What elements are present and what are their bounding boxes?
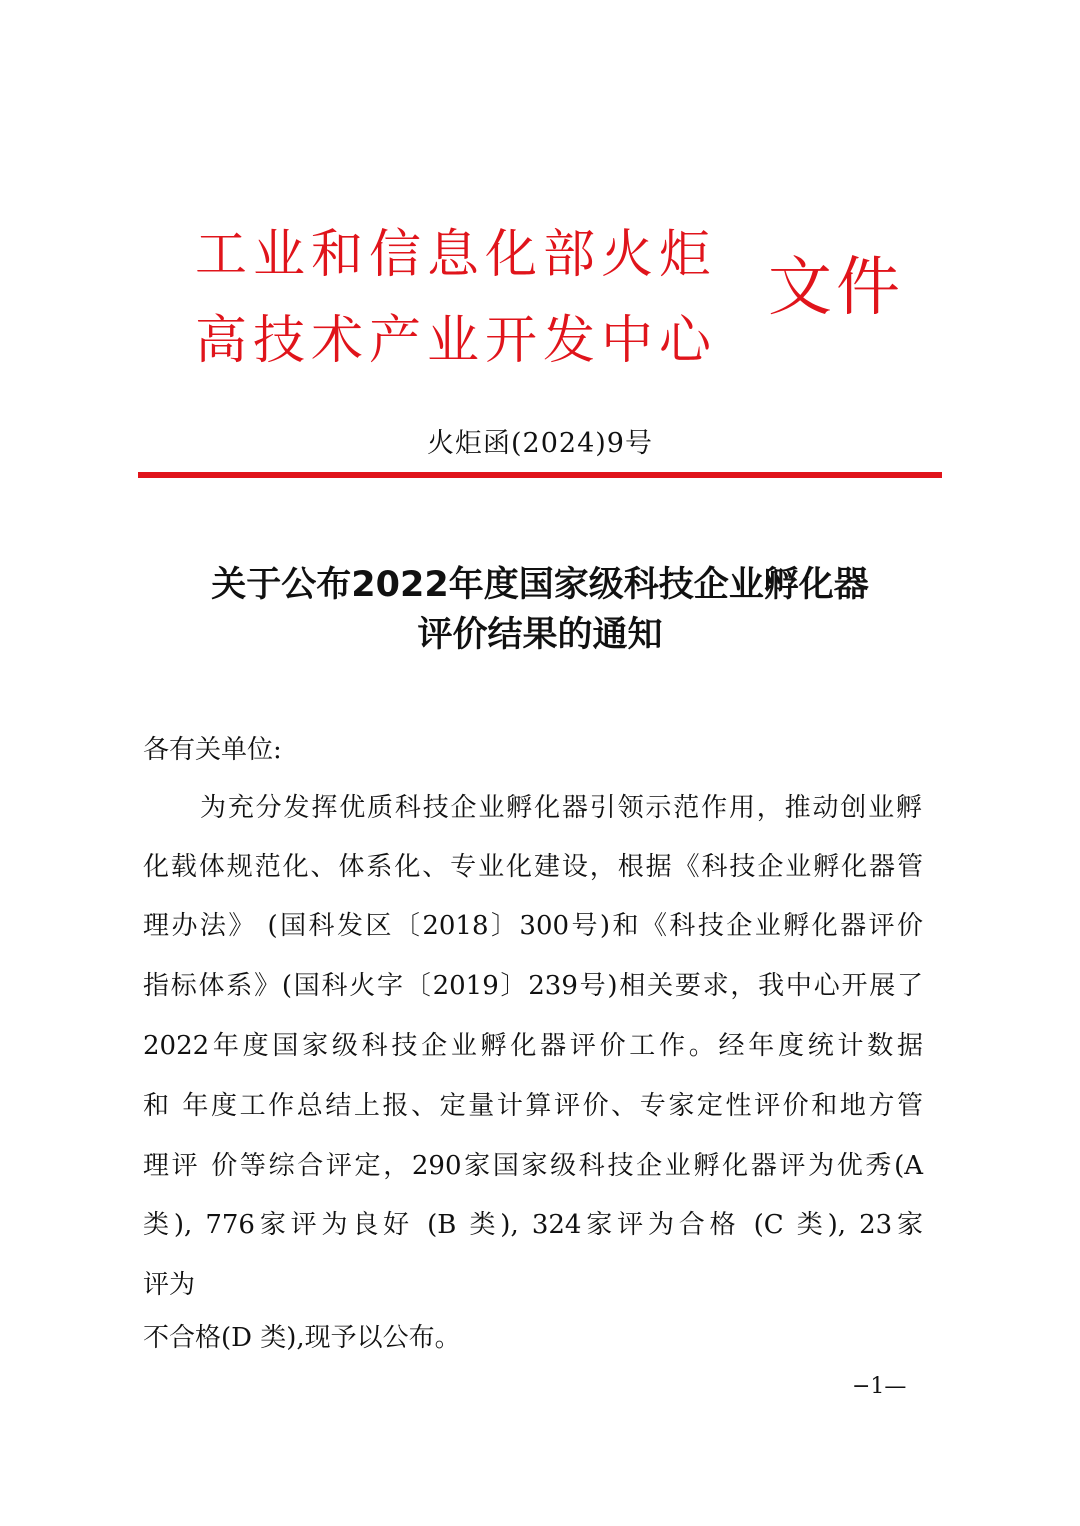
body-line: 指标体系》(国科火字〔2019〕239号)相关要求，我中心开展了 <box>143 971 923 1001</box>
page-number: −1— <box>852 1374 907 1399</box>
red-divider-rule <box>138 472 942 478</box>
issuing-organization-line-1: 工业和信息化部火炬 <box>195 225 718 285</box>
body-line: 化载体规范化、体系化、专业化建设，根据《科技企业孵化器管 <box>143 852 923 882</box>
document-type-label: 文件 <box>768 251 904 325</box>
body-line: 类), 776家评为良好 (B 类), 324家评为合格 (C 类), 23家 <box>143 1210 923 1240</box>
document-number: 火炬函(2024)9号 <box>427 428 653 459</box>
notice-title-line-2: 评价结果的通知 <box>417 615 663 655</box>
issuing-organization-line-2: 高技术产业开发中心 <box>195 311 718 371</box>
body-line: 2022年度国家级科技企业孵化器评价工作。经年度统计数据 <box>143 1031 923 1061</box>
body-line: 和 年度工作总结上报、定量计算评价、专家定性评价和地方管 <box>143 1091 923 1121</box>
body-line: 理评 价等综合评定，290家国家级科技企业孵化器评为优秀(A <box>143 1151 923 1181</box>
body-line: 评为 <box>143 1270 196 1300</box>
body-line: 理办法》 (国科发区〔2018〕300号)和《科技企业孵化器评价 <box>143 911 923 941</box>
notice-title <box>0 560 1080 660</box>
notice-title-line-1: 关于公布2022年度国家级科技企业孵化器 <box>211 565 869 605</box>
body-line: 为充分发挥优质科技企业孵化器引领示范作用，推动创业孵 <box>200 793 922 823</box>
salutation: 各有关单位: <box>143 735 282 765</box>
body-line: 不合格(D 类),现予以公布。 <box>143 1323 461 1353</box>
issuing-organization <box>195 212 735 384</box>
